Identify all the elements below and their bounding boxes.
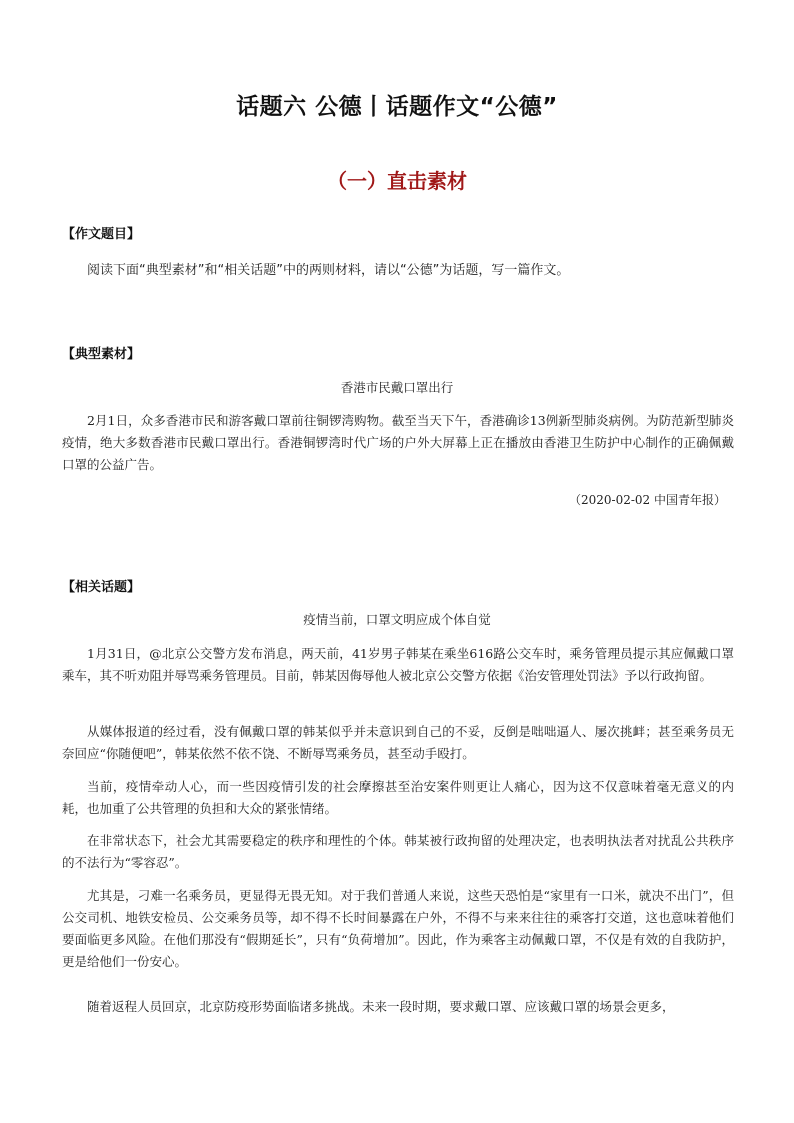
typical-material-title: 香港市民戴口罩出行 — [340, 380, 454, 395]
related-paragraph-3: 当前，疫情牵动人心，而一些因疫情引发的社会摩擦甚至治安案件则更让人痛心，因为这不仅意味着毫无意义的内耗，也加重了公共管理的负担和大众的紧张情绪。 — [62, 779, 734, 816]
related-paragraph-6: 随着返程人员回京，北京防疫形势面临诸多挑战。未来一段时期，要求戴口罩、应该戴口罩的场景会更多， — [87, 999, 675, 1014]
related-paragraph-2: 从媒体报道的经过看，没有佩戴口罩的韩某似乎并未意识到自己的不妥，反倒是咄咄逼人、屡次挑衅；甚至乘务员无奈回应“你随便吧”，韩某依然不依不饶、不断辱骂乘务员，甚至动手殴打。 — [62, 724, 734, 761]
related-paragraph-4: 在非常状态下，社会尤其需要稳定的秩序和理性的个体。韩某被行政拘留的处理决定，也表明执法者对扰乱公共秩序的不法行为“零容忍”。 — [62, 833, 734, 870]
prompt-text: 阅读下面“典型素材”和“相关话题”中的两则材料，请以“公德”为话题，写一篇作文。 — [87, 263, 570, 278]
related-topic-title: 疫情当前，口罩文明应成个体自觉 — [303, 612, 491, 627]
prompt-section-label: 【作文题目】 — [62, 227, 141, 242]
section-subtitle: （一）直击素材 — [327, 169, 467, 193]
related-topic-label: 【相关话题】 — [62, 580, 141, 595]
typical-material-text: 2月1日，众多香港市民和游客戴口罩前往铜锣湾购物。截至当天下午，香港确诊13例新型肺炎病例。为防范新型肺炎疫情，绝大多数香港市民戴口罩出行。香港铜锣湾时代广场的户外大屏幕上正在播放由香港卫生防护中心制作的正确佩戴口罩的公益广告。 — [62, 413, 734, 472]
related-paragraph-1: 1月31日，@北京公交警方发布消息，两天前，41岁男子韩某在乘坐616路公交车时，乘务管理员提示其应佩戴口罩乘车，其不听劝阻并辱骂乘务管理员。目前，韩某因侮辱他人被北京公交警方依据《治安管理处罚法》予以行政拘留。 — [62, 646, 734, 683]
page-title: 话题六 公德丨话题作文“公德” — [236, 94, 558, 120]
typical-material-label: 【典型素材】 — [62, 347, 141, 362]
typical-material-source: （2020-02-02 中国青年报） — [568, 493, 726, 507]
related-paragraph-5: 尤其是，刁难一名乘务员，更显得无畏无知。对于我们普通人来说，这些天恐怕是“家里有一口米，就决不出门”，但公交司机、地铁安检员、公交乘务员等，却不得不长时间暴露在户外，不得不与来来往往的乘客打交道，这也意味着他们要面临更多风险。在他们那没有“假期延长”，只有“负荷增加”。因此，作为乘客主动佩戴口罩，不仅是有效的自我防护，更是给他们一份安心。 — [62, 888, 734, 969]
